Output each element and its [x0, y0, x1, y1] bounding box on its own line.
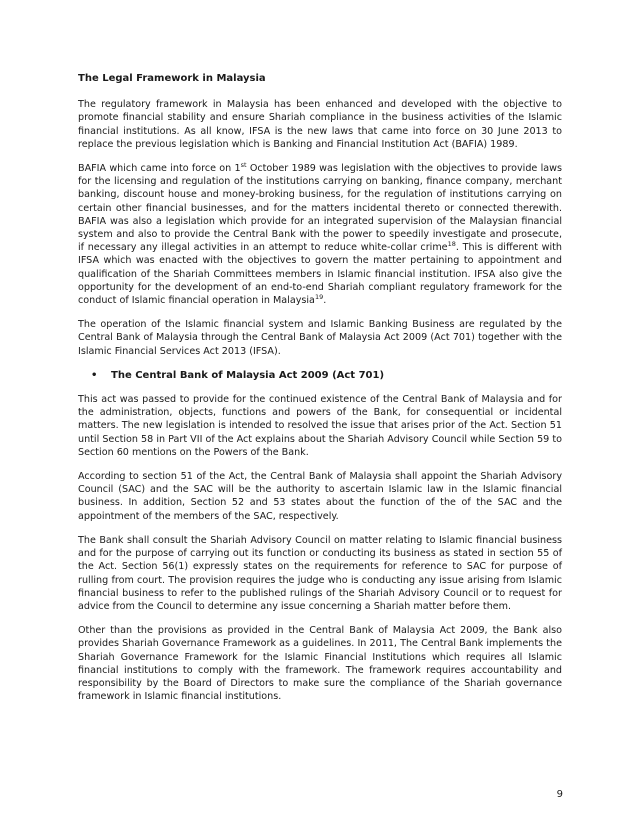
paragraph-operation: The operation of the Islamic financial system and Islamic Banking Business are regulated by the Central Bank of Malaysia through the Central Bank of Malaysia Act 2009 (Act 701) together with the Islamic Financial Services Act 2013 (IFSA).: [78, 319, 562, 357]
paragraph-regulatory-framework: The regulatory framework in Malaysia has been enhanced and developed with the objective to promote financial stability and ensure Shariah compliance in the business activities of the Islamic financial institutions. As all know, IFSA is the new laws that came into force on 30 June 2013 to replace the previous legislation which is Banking and Financial Institution Act (BAFIA) 1989.: [78, 99, 562, 150]
paragraph-bafia-part-d: .: [323, 295, 327, 307]
paragraph-section-51: According to section 51 of the Act, the Central Bank of Malaysia shall appoint the Shariah Advisory Council (SAC) and the SAC will be the authority to ascertain Islamic law in the Islamic financial business. In addition, Section 52 and 53 states about the function of the of the SAC and the appointment of the members of the SAC, respectively.: [78, 471, 562, 522]
bullet-icon: •: [91, 369, 98, 381]
paragraph-bafia-part-b: October 1989 was legislation with the objectives to provide laws for the licensing and regulation of the institutions carrying on banking, finance company, merchant banking, discount house and money-broking business, for the regulation of institutions carrying on certain other financial businesses, and for the matters incidental thereto or connected therewith. BAFIA was also a legislation which provide for an integrated supervision of the Malaysian financial system and also to provide the Central Bank with the power to speedily investigate and prosecute, if necessary any illegal activities in an attempt to reduce white-collar crime: [78, 163, 562, 254]
page-number: 9: [556, 789, 563, 800]
paragraph-bafia: [78, 162, 562, 307]
paragraph-bafia-part-a: BAFIA which came into force on 1: [78, 163, 241, 175]
paragraph-bank-consult: The Bank shall consult the Shariah Advisory Council on matter relating to Islamic financial business and for the purpose of carrying out its function or conducting its business as stated in section 55 of the Act. Section 56(1) expressly states on the requirements for reference to SAC for purpose of rulling from court. The provision requires the judge who is conducting any issue arising from Islamic financial business to refer to the published rulings of the Shariah Advisory Council or to request for advice from the Council to determine any issue concerning a Shariah matter before them.: [78, 534, 562, 612]
footnote-ref-19: 19: [314, 293, 324, 302]
paragraph-act-purpose: This act was passed to provide for the continued existence of the Central Bank of Malaysia and for the administration, objects, functions and powers of the Bank, for consequential or incidental matters. The new legislation is intended to resolved the issue that arises prior of the Act. Section 51 until Section 58 in Part VII of the Act explains about the Shariah Advisory Council while Section 59 to Section 60 mentions on the Powers of the Bank.: [78, 394, 562, 458]
superscript-st: st: [240, 161, 247, 170]
bullet-item-act-701: [91, 369, 562, 382]
bullet-item-label: The Central Bank of Malaysia Act 2009 (Act 701): [111, 369, 385, 381]
paragraph-governance-framework: Other than the provisions as provided in the Central Bank of Malaysia Act 2009, the Bank also provides Shariah Governance Framework as a guidelines. In 2011, The Central Bank implements the Shariah Governance Framework for the Islamic Financial Institutions which requires all Islamic financial institutions to comply with the framework. The framework requires accountability and responsibility by the Board of Directors to make sure the compliance of the Shariah governance framework in Islamic financial institutions.: [78, 625, 562, 703]
section-heading: The Legal Framework in Malaysia: [78, 73, 266, 84]
document-page: [78, 72, 562, 714]
paragraph-bafia-part-c: . This is different with IFSA which was enacted with the objectives to govern the matter pertaining to appointment and qualification of the Shariah Committees members in Islamic financial institution. IFSA also give the opportunity for the development of an end-to-end Shariah compliant regulatory framework for the conduct of Islamic financial operation in Malaysia: [78, 242, 562, 307]
footnote-ref-18: 18: [447, 240, 456, 249]
